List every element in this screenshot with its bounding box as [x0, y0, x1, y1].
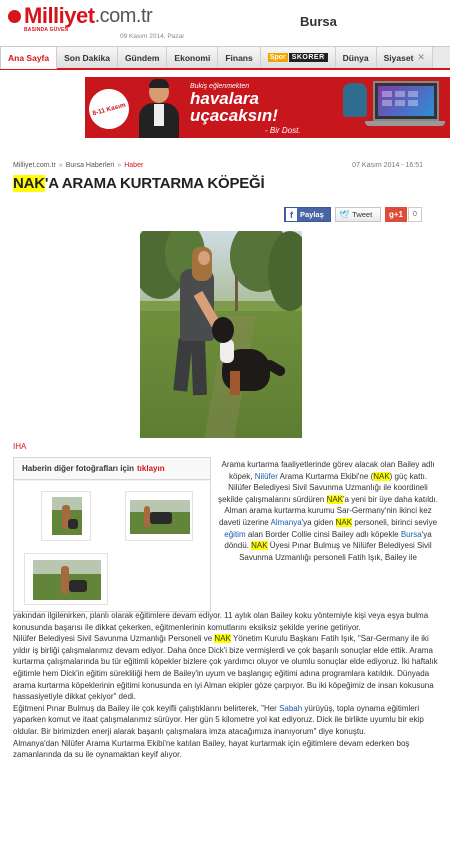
- twitter-tweet-button[interactable]: [335, 207, 381, 222]
- logo-dot-icon: [8, 10, 21, 23]
- keyword-highlight: NAK: [326, 494, 344, 504]
- nav-close-icon[interactable]: ✕: [417, 52, 425, 62]
- gallery-thumb-2[interactable]: [125, 491, 193, 541]
- article-body-full: [13, 610, 440, 761]
- site-header: [0, 0, 450, 46]
- banner-laptop-base: [365, 121, 445, 126]
- banner-backpack-image: [343, 83, 367, 117]
- breadcrumb-separator: »: [117, 162, 122, 169]
- logo-tagline: BASINDA GÜVEN: [24, 27, 69, 33]
- gallery-thumbnails: [14, 481, 210, 611]
- paragraph-text: Üyesi Pınar Bulmuş ve Nilüfer Belediyesi Sivil Savunma Uzmanlığı personeli Fatih Işık, Bailey ile: [239, 541, 432, 562]
- gallery-link[interactable]: tıklayın: [137, 464, 165, 473]
- article-paragraph: [216, 482, 440, 563]
- keyword-highlight: NAK: [373, 471, 390, 481]
- inline-link[interactable]: Almanya: [270, 517, 302, 527]
- article-paragraph: [216, 459, 440, 482]
- breadcrumb-bursa-haberleri[interactable]: Bursa Haberleri: [65, 162, 115, 169]
- breadcrumb-current: Haber: [124, 162, 144, 169]
- nav-item-gundem[interactable]: Gündem: [118, 47, 167, 68]
- nav-item-son-dakika[interactable]: Son Dakika: [57, 47, 118, 68]
- gplus-count: 0: [408, 207, 422, 222]
- paragraph-text: ) güç kattı.: [389, 471, 428, 481]
- article-paragraph: [13, 703, 440, 738]
- gallery-heading-text: Haberin diğer fotoğrafları için: [22, 464, 135, 473]
- nav-item-dunya[interactable]: Dünya: [336, 47, 377, 68]
- gallery-thumb-1[interactable]: [41, 491, 91, 541]
- paragraph-text: Arama Kurtarma Ekibi'ne (: [277, 471, 374, 481]
- banner-line-2: havalara: [190, 89, 259, 108]
- gplus-button[interactable]: g+1: [385, 207, 407, 222]
- article-paragraph: [13, 738, 440, 761]
- city-title: Bursa: [300, 14, 337, 29]
- paragraph-text: Nilüfer Belediyesi Sivil Savunma Uzmanlığı ile koordineli şekilde çalışmalarını sürdüren: [218, 483, 428, 504]
- breadcrumb: [13, 162, 143, 169]
- banner-date-badge: 8-11 Kasım: [85, 85, 133, 134]
- article-title: [13, 175, 265, 192]
- banner-person-image: [137, 79, 181, 138]
- article-paragraph: [13, 633, 440, 703]
- article-photo[interactable]: [140, 231, 302, 438]
- inline-link[interactable]: Sabah: [279, 703, 303, 713]
- keyword-highlight: NAK: [335, 517, 353, 527]
- banner-line-1: Bukiş eğlenmekten: [190, 83, 250, 90]
- nav-item-ana-sayfa[interactable]: Ana Sayfa: [0, 46, 57, 69]
- paragraph-text: 'a yeni bir üye daha katıldı. Alman arama kurtarma kurumu Sar-Germany'nin ikinci kez daveti üzerine: [218, 494, 438, 527]
- gallery-thumb-3[interactable]: [24, 553, 108, 605]
- paragraph-text: Nilüfer Belediyesi Sivil Savunma Uzmanlığı Personeli ve: [13, 634, 215, 644]
- skorer-label: SKORER: [289, 53, 328, 62]
- title-rest: 'A ARAMA KURTARMA KÖPEĞİ: [44, 175, 265, 192]
- breadcrumb-home[interactable]: Milliyet.com.tr: [13, 162, 56, 169]
- banner-line-3: uçacaksın!: [190, 106, 278, 125]
- banner-laptop-image: [373, 81, 439, 121]
- tweet-label: Tweet: [352, 210, 373, 219]
- inline-link[interactable]: Bursa: [400, 529, 422, 539]
- logo-main-text: Milliyet: [24, 3, 95, 28]
- nav-item-siyaset-label: Siyaset: [383, 52, 414, 63]
- share-bar: [284, 207, 422, 222]
- header-date: 09 Kasım 2014, Pazar: [120, 33, 185, 40]
- skorer-spor-label: Spor: [269, 54, 286, 61]
- nav-item-ekonomi[interactable]: Ekonomi: [167, 47, 218, 68]
- banner-ad[interactable]: [85, 77, 450, 138]
- nav-item-finans[interactable]: Finans: [218, 47, 260, 68]
- keyword-highlight: NAK: [214, 634, 231, 644]
- facebook-share-label: Paylaş: [300, 210, 324, 219]
- paragraph-text: 'ya giden: [301, 517, 336, 527]
- paragraph-text: Arama kurtarma faaliyetlerinde görev alacak olan Bailey adlı köpek,: [221, 460, 435, 481]
- article-source[interactable]: IHA: [13, 442, 27, 451]
- inline-link[interactable]: Nilüfer: [254, 471, 278, 481]
- article-body-right: [216, 459, 440, 563]
- paragraph-text: alan Border Collie cinsi Bailey adlı köpekle: [245, 529, 401, 539]
- banner-copy: [190, 83, 301, 135]
- facebook-icon: f: [286, 208, 297, 221]
- paragraph-text: Almanya'dan Nilüfer Arama Kurtarma Ekibi'ne katılan Bailey, hayat kurtarmak için eğitimlere devam ederken boş zamanlarında da su ile oynamaktan keyif alıyor.: [13, 738, 410, 760]
- facebook-share-button[interactable]: [284, 207, 331, 222]
- article-paragraph: [13, 610, 440, 633]
- keyword-highlight: NAK: [251, 541, 268, 551]
- logo-suffix-text: .com.tr: [94, 5, 153, 27]
- twitter-bird-icon: 🕊: [339, 210, 350, 219]
- paragraph-text: 'ya döndü.: [224, 529, 432, 551]
- paragraph-text: yakından ilgilenirken, planlı olarak eğitimlere devam ediyor. 11 aylık olan Bailey koku yöntemiyle kişi veya eşya bulma konusunda başarısı ile dikkat çekerken, eğitmenlerinin komutlarını eksiksiz şekilde yerine getiriyor.: [13, 611, 429, 632]
- nav-item-siyaset[interactable]: [377, 47, 433, 68]
- article-date: 07 Kasım 2014 - 16:51: [352, 162, 423, 169]
- title-highlight: NAK: [13, 175, 45, 192]
- paragraph-text: yürüyüş, topla oynama eğitimleri yaparken komut ve itaat çalışmalarımız sürüyor. Her gün 5 kilometre yol kat ediyoruz. Dick ile birlikte uyumlu bir ekip oldular. Bir birimizden enerji alarak başarılı çalışmalara imza atacağımıza inanıyorum" diye konuştu.: [13, 703, 424, 736]
- gallery-heading: [14, 458, 210, 480]
- photo-gallery-box: [13, 457, 211, 612]
- banner-line-4: - Bir Dost.: [265, 126, 301, 135]
- paragraph-text: personeli, birinci seviye: [352, 517, 438, 527]
- breadcrumb-separator: »: [58, 162, 63, 169]
- paragraph-text: Eğitmeni Pınar Bulmuş da Bailey ile çok keyifli çalıştıklarını belirterek, "Her: [13, 703, 280, 713]
- paragraph-text: Yönetim Kurulu Başkanı Fatih Işık, "Sar-Germany ile iki yıldır iş birliği çalışmalarımız devam ediyor. Daha önce Dick'i bize vermişlerdi ve çok başarılı sonuçlar elde ettik. Arama kurtarma çalışmalarında bu tür eğitimli köpekler bizlere çok yardımcı oluyor ve olumlu sonuçlar elde ediyoruz. İki haftalık eğitimle hem Dick'in eğitim sürekliliği hem de Bailey'in uyum ve başlangıç eğitimi adına programlara katıldık. Dünyada arama kurtarma köpeklerinin eğitimi konusunda en iyi Alman ekipler göze çarpıyor. Bu iki köpeğimiz de insan kokusuna hassasiyetiyle dikkat çekiyor" dedi.: [13, 634, 438, 702]
- nav-item-skorer[interactable]: [261, 47, 336, 68]
- inline-link[interactable]: eğitim: [224, 529, 246, 539]
- main-nav: [0, 46, 450, 70]
